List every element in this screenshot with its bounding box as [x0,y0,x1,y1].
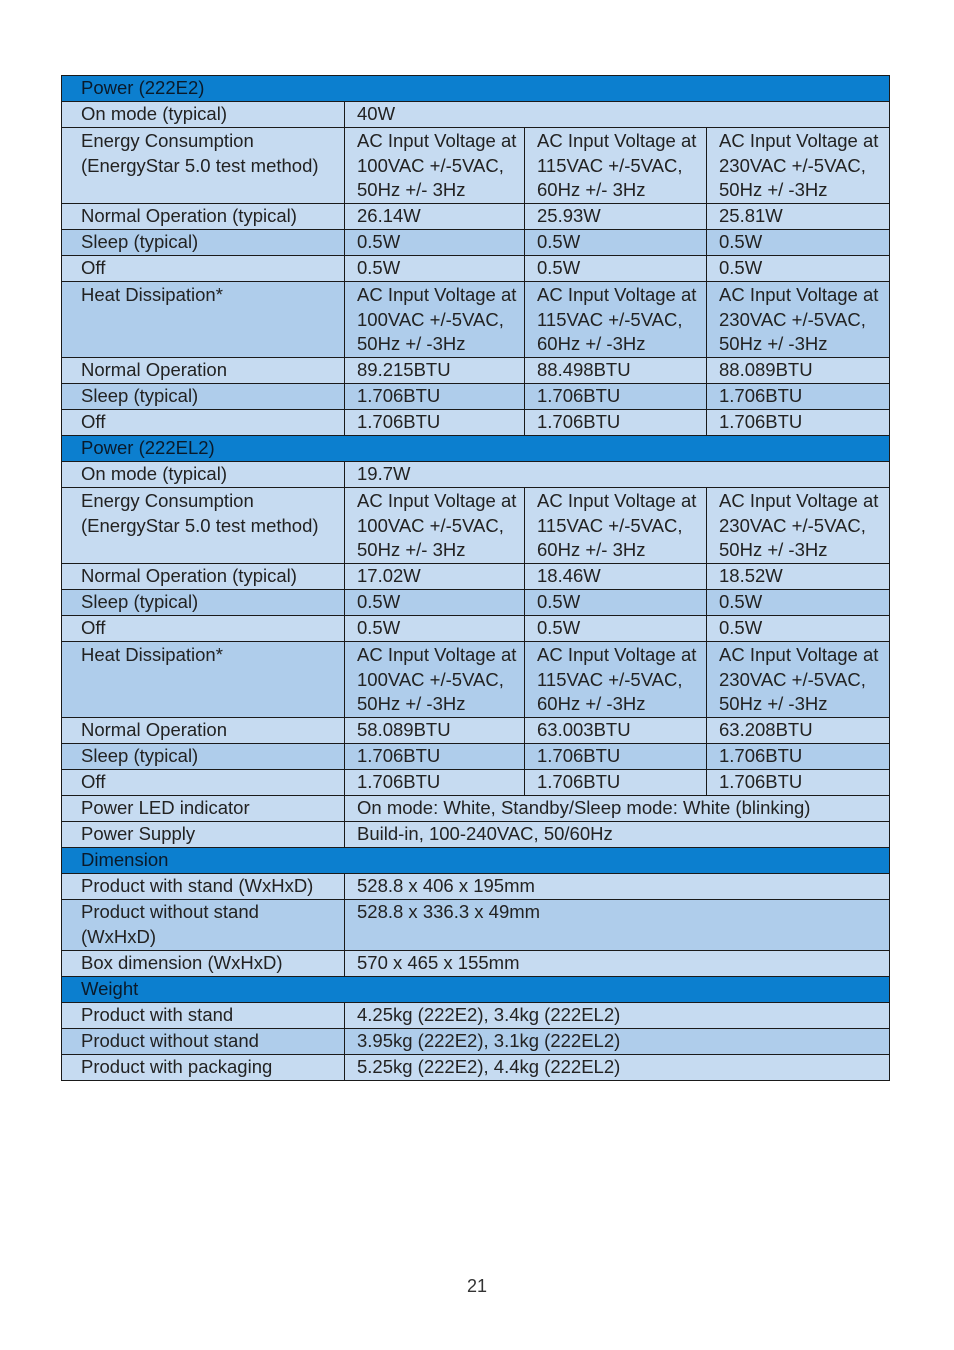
spec-value: 1.706BTU [345,410,525,436]
spec-value: 4.25kg (222E2), 3.4kg (222EL2) [345,1003,890,1029]
spec-label: Normal Operation [62,718,345,744]
spec-value: AC Input Voltage at 230VAC +/-5VAC, 50Hz +/ -3Hz [707,282,890,358]
spec-label: Off [62,256,345,282]
spec-row [62,796,890,822]
spec-value: AC Input Voltage at 230VAC +/-5VAC, 50Hz +/ -3Hz [707,128,890,204]
spec-value: 1.706BTU [525,770,707,796]
spec-label: Off [62,770,345,796]
spec-row [62,951,890,977]
spec-value: AC Input Voltage at 100VAC +/-5VAC, 50Hz +/ -3Hz [345,642,525,718]
spec-label: On mode (typical) [62,462,345,488]
spec-value: AC Input Voltage at 100VAC +/-5VAC, 50Hz +/ -3Hz [345,282,525,358]
spec-label: Energy Consumption (EnergyStar 5.0 test method) [62,488,345,564]
spec-value: 0.5W [525,590,707,616]
spec-value: 19.7W [345,462,890,488]
spec-label: Product with packaging [62,1055,345,1081]
spec-row [62,128,890,204]
spec-value: 570 x 465 x 155mm [345,951,890,977]
spec-row [62,590,890,616]
spec-row [62,900,890,951]
spec-value: 40W [345,102,890,128]
spec-value: 0.5W [707,616,890,642]
spec-value: 0.5W [525,230,707,256]
section-header-row [62,848,890,874]
spec-value: 0.5W [345,256,525,282]
spec-row [62,770,890,796]
spec-value: 528.8 x 336.3 x 49mm [345,900,890,951]
spec-row [62,1055,890,1081]
spec-row [62,616,890,642]
spec-row [62,642,890,718]
section-header-row [62,76,890,102]
spec-value: 63.208BTU [707,718,890,744]
spec-value: 5.25kg (222E2), 4.4kg (222EL2) [345,1055,890,1081]
spec-label: Normal Operation (typical) [62,564,345,590]
spec-label: Sleep (typical) [62,590,345,616]
spec-value: 1.706BTU [345,770,525,796]
section-title: Weight [62,977,890,1003]
spec-label: Energy Consumption (EnergyStar 5.0 test method) [62,128,345,204]
spec-value: AC Input Voltage at 100VAC +/-5VAC, 50Hz +/- 3Hz [345,128,525,204]
spec-value: 18.52W [707,564,890,590]
spec-label: Product with stand [62,1003,345,1029]
spec-label: Product without stand (WxHxD) [62,900,345,951]
spec-value: Build-in, 100-240VAC, 50/60Hz [345,822,890,848]
spec-value: 0.5W [345,590,525,616]
spec-value: 0.5W [707,590,890,616]
spec-row [62,282,890,358]
spec-label: Off [62,410,345,436]
spec-label: Sleep (typical) [62,744,345,770]
spec-label: Product with stand (WxHxD) [62,874,345,900]
spec-value: 528.8 x 406 x 195mm [345,874,890,900]
section-title: Power (222E2) [62,76,890,102]
spec-row [62,1029,890,1055]
spec-row [62,358,890,384]
spec-label: Box dimension (WxHxD) [62,951,345,977]
spec-label: Power Supply [62,822,345,848]
spec-value: 1.706BTU [345,744,525,770]
spec-row [62,256,890,282]
spec-row [62,462,890,488]
spec-value: AC Input Voltage at 115VAC +/-5VAC, 60Hz +/ -3Hz [525,282,707,358]
spec-value: 3.95kg (222E2), 3.1kg (222EL2) [345,1029,890,1055]
spec-row [62,384,890,410]
spec-label: Power LED indicator [62,796,345,822]
spec-label: Heat Dissipation* [62,282,345,358]
spec-value: 25.81W [707,204,890,230]
spec-value: On mode: White, Standby/Sleep mode: White (blinking) [345,796,890,822]
spec-value: 17.02W [345,564,525,590]
spec-value: 0.5W [707,230,890,256]
spec-value: 58.089BTU [345,718,525,744]
spec-value: 63.003BTU [525,718,707,744]
spec-value: 0.5W [707,256,890,282]
spec-value: AC Input Voltage at 115VAC +/-5VAC, 60Hz +/- 3Hz [525,488,707,564]
spec-row [62,874,890,900]
spec-value: 25.93W [525,204,707,230]
spec-row [62,204,890,230]
spec-value: 0.5W [345,616,525,642]
spec-value: 88.089BTU [707,358,890,384]
spec-row [62,564,890,590]
spec-value: AC Input Voltage at 115VAC +/-5VAC, 60Hz +/ -3Hz [525,642,707,718]
spec-value: 0.5W [525,256,707,282]
spec-value: 0.5W [525,616,707,642]
spec-value: 1.706BTU [707,770,890,796]
spec-row [62,744,890,770]
spec-value: 18.46W [525,564,707,590]
section-title: Dimension [62,848,890,874]
spec-row [62,718,890,744]
section-header-row [62,977,890,1003]
spec-value: AC Input Voltage at 230VAC +/-5VAC, 50Hz +/ -3Hz [707,488,890,564]
spec-value: 1.706BTU [525,384,707,410]
spec-value: 89.215BTU [345,358,525,384]
spec-label: Normal Operation [62,358,345,384]
spec-label: Heat Dissipation* [62,642,345,718]
spec-label: Normal Operation (typical) [62,204,345,230]
section-header-row [62,436,890,462]
page-number: 21 [466,1276,488,1296]
section-title: Power (222EL2) [62,436,890,462]
spec-value: 1.706BTU [525,410,707,436]
spec-label: Product without stand [62,1029,345,1055]
spec-row [62,102,890,128]
spec-label: Sleep (typical) [62,230,345,256]
spec-row [62,488,890,564]
spec-value: AC Input Voltage at 100VAC +/-5VAC, 50Hz +/- 3Hz [345,488,525,564]
spec-value: 1.706BTU [707,410,890,436]
spec-value: 1.706BTU [525,744,707,770]
spec-value: 1.706BTU [345,384,525,410]
spec-row [62,230,890,256]
spec-value: 26.14W [345,204,525,230]
spec-label: Off [62,616,345,642]
spec-row [62,822,890,848]
spec-value: AC Input Voltage at 115VAC +/-5VAC, 60Hz +/- 3Hz [525,128,707,204]
spec-value: 88.498BTU [525,358,707,384]
spec-label: On mode (typical) [62,102,345,128]
spec-value: 0.5W [345,230,525,256]
spec-label: Sleep (typical) [62,384,345,410]
spec-table [61,75,890,1081]
spec-value: 1.706BTU [707,384,890,410]
spec-row [62,1003,890,1029]
spec-value: AC Input Voltage at 230VAC +/-5VAC, 50Hz +/ -3Hz [707,642,890,718]
spec-row [62,410,890,436]
spec-value: 1.706BTU [707,744,890,770]
